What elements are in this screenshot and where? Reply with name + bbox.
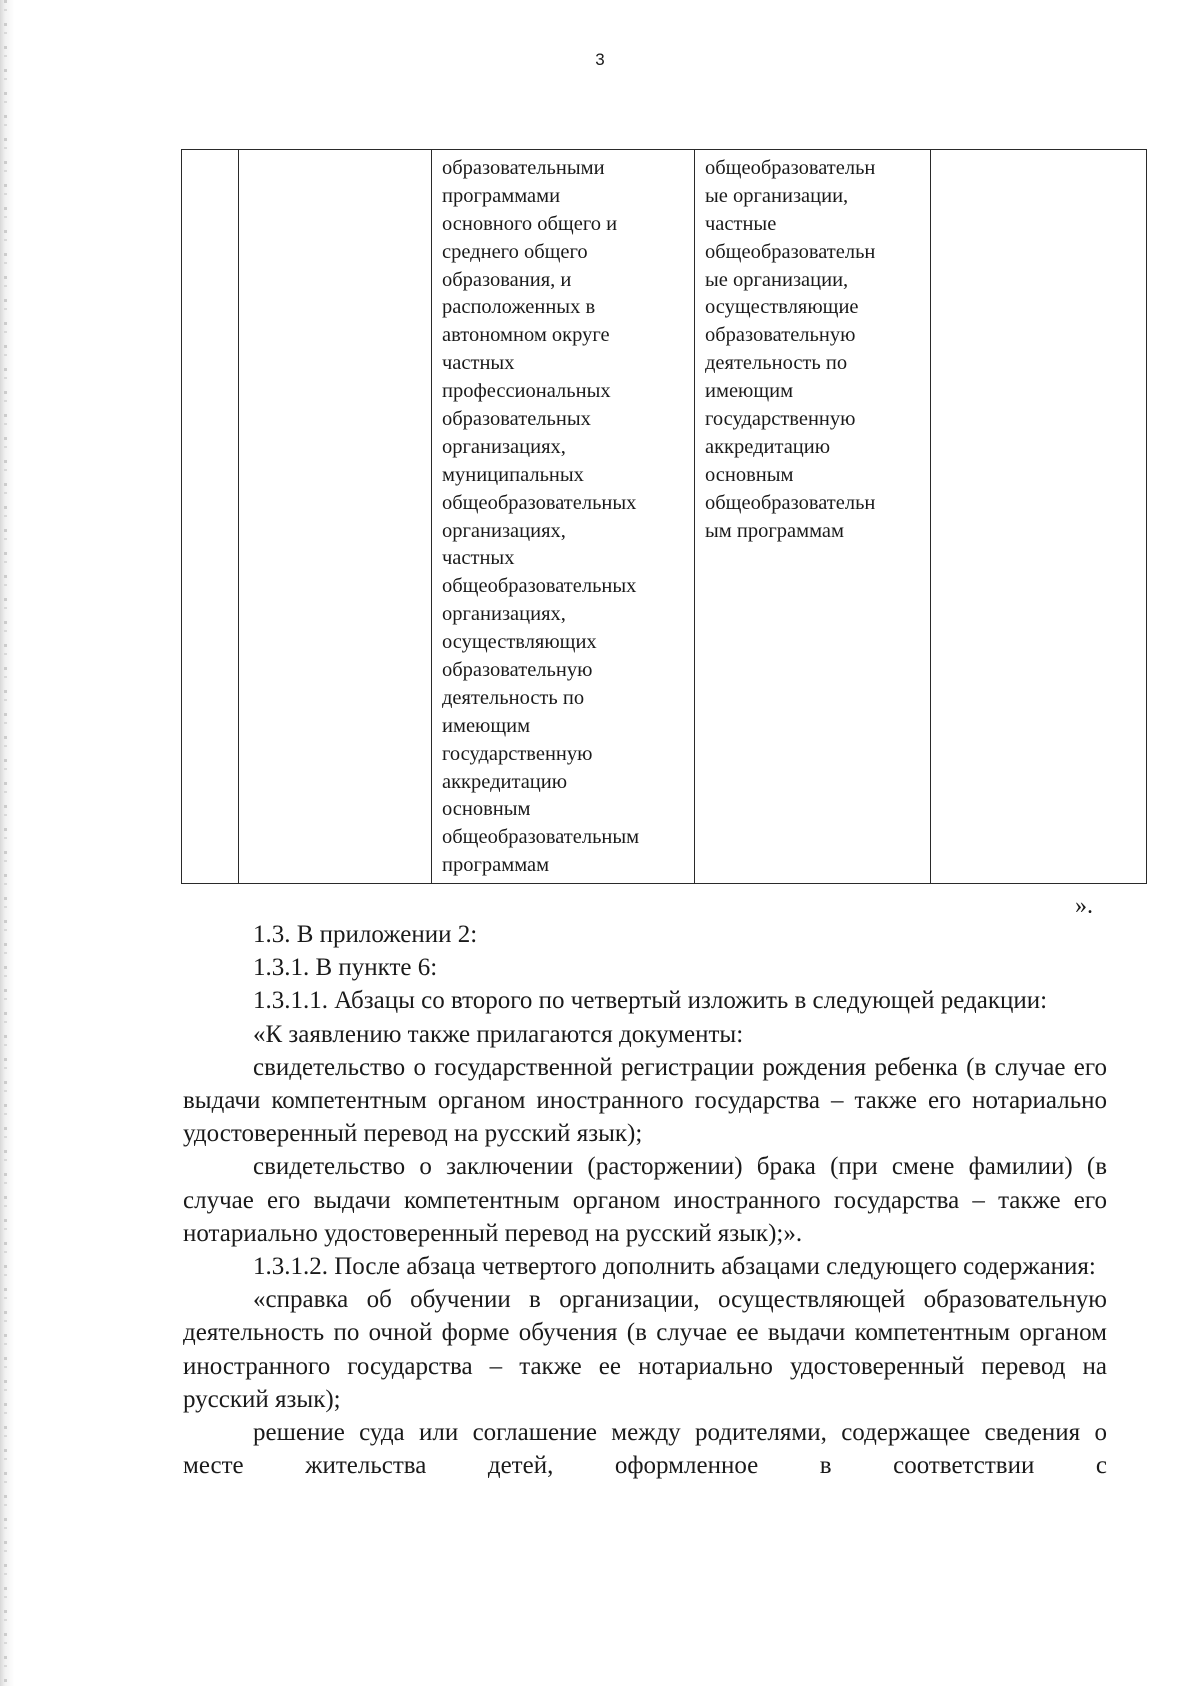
cell-text-organizations <box>695 150 930 545</box>
cell-line: основным <box>705 463 794 486</box>
cell-line: программами <box>442 184 561 207</box>
cell-line: основным <box>442 798 531 821</box>
document-body <box>183 918 1107 1482</box>
cell-line: частных <box>442 547 515 570</box>
cell-line: среднего общего <box>442 240 588 263</box>
cell-line: имеющим <box>705 380 794 403</box>
table-closing-quote: ». <box>1075 893 1093 919</box>
cell-line: имеющим <box>442 714 531 737</box>
scan-edge-artifact <box>0 0 14 1686</box>
cell-line: осуществляющие <box>705 296 859 319</box>
paragraph: 1.3.1.2. После абзаца четвертого дополнить абзацами следующего содержания: <box>253 1253 1096 1281</box>
cell-line: общеобразовательным <box>442 826 640 849</box>
paragraph: «справка об обучении в организации, осуществляющей образовательную деятельность по очной форме обучения (в случае ее выдачи компетентным органом иностранного государства – также ее нотариально удостоверенный перевод на русский язык); <box>183 1286 1107 1413</box>
cell-line: ые организации, <box>705 268 849 291</box>
cell-line: аккредитацию <box>705 435 831 458</box>
cell-line: программам <box>442 854 550 877</box>
cell-line: осуществляющих <box>442 631 597 654</box>
cell-line: организациях, <box>442 603 566 626</box>
cell-line: деятельность по <box>705 352 848 375</box>
cell-line: образования, и <box>442 268 572 291</box>
cell-line: образовательных <box>442 408 591 431</box>
paragraph: «К заявлению также прилагаются документы: <box>253 1020 744 1048</box>
cell-line: ым программам <box>705 519 844 542</box>
page-number: 3 <box>595 50 605 69</box>
table-cell-organizations <box>695 150 931 884</box>
cell-line: государственную <box>442 742 593 765</box>
cell-line: общеобразовательных <box>442 575 637 598</box>
cell-line: общеобразовательных <box>442 491 637 514</box>
table-cell-number <box>182 150 239 884</box>
cell-line: частных <box>442 352 515 375</box>
cell-line: образовательную <box>442 659 593 682</box>
cell-line: частные <box>705 212 777 235</box>
cell-line: автономном округе <box>442 324 610 347</box>
cell-line: аккредитацию <box>442 770 568 793</box>
paragraph: свидетельство о государственной регистрации рождения ребенка (в случае его выдачи компетентным органом иностранного государства – также его нотариально удостоверенный перевод на русский язык); <box>183 1053 1107 1148</box>
cell-line: деятельность по <box>442 686 585 709</box>
table-cell-empty <box>931 150 1147 884</box>
cell-line: организациях, <box>442 435 566 458</box>
table-cell-name <box>239 150 432 884</box>
cell-line: общеобразовательн <box>705 157 876 179</box>
cell-line: образовательную <box>705 324 856 347</box>
continuation-table <box>181 149 1147 884</box>
paragraph: свидетельство о заключении (расторжении) брака (при смене фамилии) (в случае его выдачи компетентным органом иностранного государства – также его нотариально удостоверенный перевод на русский язык);». <box>183 1153 1107 1247</box>
cell-line: расположенных в <box>442 296 596 319</box>
cell-line: профессиональных <box>442 380 611 403</box>
cell-line: организациях, <box>442 519 566 542</box>
cell-line: образовательными <box>442 157 605 179</box>
cell-line: общеобразовательн <box>705 240 876 263</box>
cell-line: основного общего и <box>442 212 618 235</box>
cell-line: муниципальных <box>442 463 584 486</box>
cell-text-recipients <box>432 150 694 880</box>
cell-line: ые организации, <box>705 184 849 207</box>
table-row <box>182 150 1147 884</box>
paragraph: решение суда или соглашение между родителями, содержащее сведения о месте жительства детей, оформленное в соответствии с <box>183 1419 1107 1480</box>
paragraph: 1.3.1.1. Абзацы со второго по четвертый изложить в следующей редакции: <box>253 987 1048 1015</box>
cell-line: общеобразовательн <box>705 491 876 514</box>
table-cell-recipients <box>432 150 695 884</box>
cell-line: государственную <box>705 408 856 431</box>
paragraph: 1.3.1. В пункте 6: <box>253 954 438 982</box>
paragraph: 1.3. В приложении 2: <box>253 921 478 948</box>
